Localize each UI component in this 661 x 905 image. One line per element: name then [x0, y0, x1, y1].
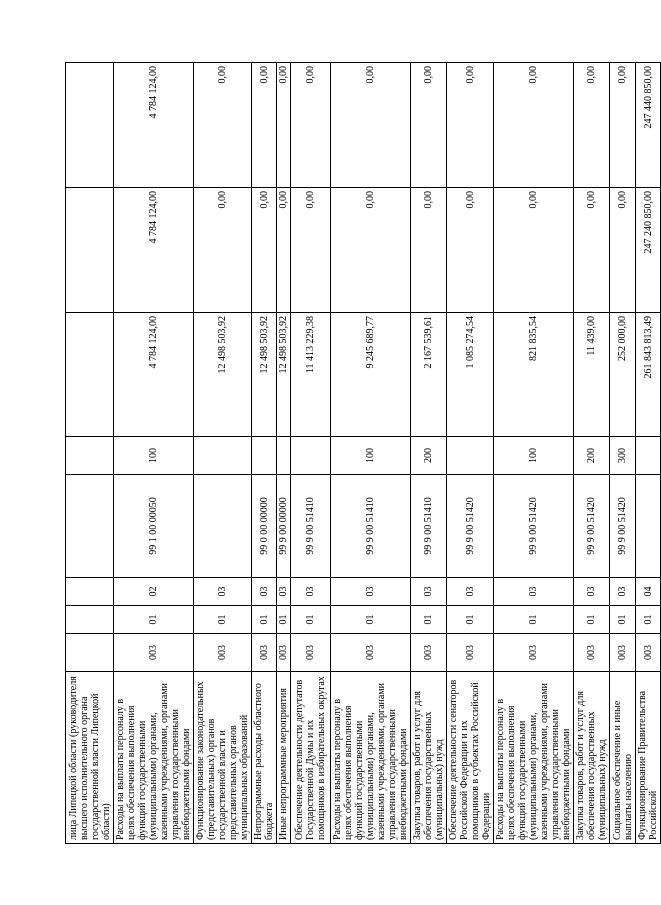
cell-type — [66, 437, 114, 475]
cell-code: 003 — [277, 634, 291, 672]
cell-name: Непрограммные расходы областного бюджета — [252, 672, 277, 844]
cell-target: 99 9 00 51410 — [411, 475, 447, 578]
table-row — [331, 63, 411, 844]
cell-target: 99 0 00 00000 — [252, 475, 277, 578]
cell-subsection: 03 — [291, 578, 331, 606]
cell-subsection: 03 — [331, 578, 411, 606]
cell-code: 003 — [636, 634, 661, 672]
cell-sum1: 821 835,54 — [494, 313, 574, 437]
cell-section: 01 — [447, 606, 494, 634]
cell-subsection: 03 — [494, 578, 574, 606]
cell-type: 200 — [574, 437, 610, 475]
cell-sum1: 12 498 503,92 — [277, 313, 291, 437]
table-row — [252, 63, 277, 844]
cell-subsection: 03 — [194, 578, 252, 606]
cell-target: 99 1 00 00050 — [114, 475, 194, 578]
budget-table — [65, 62, 661, 844]
table-row — [447, 63, 494, 844]
cell-type: 100 — [331, 437, 411, 475]
cell-sum2: 0,00 — [574, 188, 610, 313]
cell-code: 003 — [331, 634, 411, 672]
cell-name: Обеспечение деятельности сенаторов Российской Федерации и их помощников в субъектах Российской Федерации — [447, 672, 494, 844]
cell-sum3: 4 784 124,00 — [114, 63, 194, 188]
table-row — [291, 63, 331, 844]
cell-type — [277, 437, 291, 475]
cell-section: 01 — [411, 606, 447, 634]
cell-type: 300 — [610, 437, 636, 475]
cell-sum3: 0,00 — [574, 63, 610, 188]
cell-type: 100 — [494, 437, 574, 475]
cell-sum2: 0,00 — [411, 188, 447, 313]
cell-type — [194, 437, 252, 475]
cell-type — [291, 437, 331, 475]
cell-sum1: 12 498 503,92 — [252, 313, 277, 437]
cell-name: Расходы на выплаты персоналу в целях обеспечения выполнения функций государственными (муниципальными) органами, казенными учреждениями, органами управления государственными внебюджетными фондами — [331, 672, 411, 844]
cell-code: 003 — [114, 634, 194, 672]
cell-sum2: 0,00 — [194, 188, 252, 313]
cell-section: 01 — [574, 606, 610, 634]
cell-code: 003 — [252, 634, 277, 672]
cell-code: 003 — [411, 634, 447, 672]
cell-section — [66, 606, 114, 634]
cell-sum2: 0,00 — [252, 188, 277, 313]
cell-sum1: 4 784 124,00 — [114, 313, 194, 437]
cell-sum1: 11 413 229,38 — [291, 313, 331, 437]
cell-name: лица Липецкой области (руководителя высшего исполнительного органа государственной власти Липецкой области) — [66, 672, 114, 844]
cell-section: 01 — [252, 606, 277, 634]
cell-sum3: 0,00 — [252, 63, 277, 188]
cell-target — [636, 475, 661, 578]
table-row — [494, 63, 574, 844]
cell-sum3: 0,00 — [277, 63, 291, 188]
cell-sum1: 2 167 539,61 — [411, 313, 447, 437]
cell-target: 99 9 00 51420 — [494, 475, 574, 578]
cell-sum2: 0,00 — [610, 188, 636, 313]
cell-subsection: 03 — [411, 578, 447, 606]
cell-sum3: 0,00 — [447, 63, 494, 188]
cell-section: 01 — [494, 606, 574, 634]
cell-subsection: 03 — [252, 578, 277, 606]
table-body — [66, 63, 661, 844]
cell-target: 99 9 00 51420 — [610, 475, 636, 578]
cell-subsection: 03 — [447, 578, 494, 606]
table-row — [66, 63, 114, 844]
cell-sum3: 0,00 — [411, 63, 447, 188]
cell-target: 99 9 00 51420 — [447, 475, 494, 578]
cell-sum3 — [66, 63, 114, 188]
cell-code: 003 — [494, 634, 574, 672]
cell-type — [636, 437, 661, 475]
cell-sum2 — [66, 188, 114, 313]
cell-code — [66, 634, 114, 672]
cell-type — [447, 437, 494, 475]
cell-name: Функционирование законодательных (представительных) органов государственной власти и представительных органов муниципальных образований — [194, 672, 252, 844]
cell-sum2: 0,00 — [291, 188, 331, 313]
cell-name: Расходы на выплаты персоналу в целях обеспечения выполнения функций государственными (муниципальными) органами, казенными учреждениями, органами управления государственными внебюджетными фондами — [494, 672, 574, 844]
cell-subsection: 04 — [636, 578, 661, 606]
cell-sum2: 0,00 — [447, 188, 494, 313]
cell-subsection — [66, 578, 114, 606]
cell-sum2: 0,00 — [331, 188, 411, 313]
cell-sum3: 0,00 — [194, 63, 252, 188]
cell-code: 003 — [447, 634, 494, 672]
cell-sum3: 0,00 — [494, 63, 574, 188]
cell-subsection: 03 — [574, 578, 610, 606]
table-row — [574, 63, 610, 844]
cell-section: 01 — [331, 606, 411, 634]
cell-target: 99 9 00 00000 — [277, 475, 291, 578]
cell-sum3: 0,00 — [610, 63, 636, 188]
cell-sum2: 0,00 — [277, 188, 291, 313]
table-row — [610, 63, 636, 844]
cell-name: Иные непрограммные мероприятия — [277, 672, 291, 844]
cell-target — [194, 475, 252, 578]
cell-sum1: 252 000,00 — [610, 313, 636, 437]
cell-target: 99 9 00 51410 — [331, 475, 411, 578]
cell-name: Закупка товаров, работ и услуг для обеспечения государственных (муниципальных) нужд — [411, 672, 447, 844]
cell-code: 003 — [610, 634, 636, 672]
cell-section: 01 — [291, 606, 331, 634]
cell-name: Расходы на выплаты персоналу в целях обеспечения выполнения функций государственными (муниципальными) органами, казенными учреждениями, органами управления государственными внебюджетными фондами — [114, 672, 194, 844]
cell-sum1: 12 498 503,92 — [194, 313, 252, 437]
cell-type: 200 — [411, 437, 447, 475]
cell-target: 99 9 00 51420 — [574, 475, 610, 578]
cell-section: 01 — [610, 606, 636, 634]
cell-sum1: 11 439,00 — [574, 313, 610, 437]
cell-name: Обеспечение деятельности депутатов Государственной Думы и их помощников в избирательных округах — [291, 672, 331, 844]
cell-sum3: 0,00 — [291, 63, 331, 188]
cell-section: 01 — [194, 606, 252, 634]
table-row — [114, 63, 194, 844]
cell-sum3: 0,00 — [331, 63, 411, 188]
cell-code: 003 — [194, 634, 252, 672]
table-row — [636, 63, 661, 844]
cell-section: 01 — [114, 606, 194, 634]
cell-sum1 — [66, 313, 114, 437]
table-row — [277, 63, 291, 844]
table-row — [411, 63, 447, 844]
cell-section: 01 — [636, 606, 661, 634]
cell-code: 003 — [574, 634, 610, 672]
cell-sum1: 1 085 274,54 — [447, 313, 494, 437]
cell-name: Социальное обеспечение и иные выплаты населению — [610, 672, 636, 844]
cell-type: 100 — [114, 437, 194, 475]
cell-target — [66, 475, 114, 578]
cell-section: 01 — [277, 606, 291, 634]
cell-subsection: 03 — [277, 578, 291, 606]
cell-type — [252, 437, 277, 475]
cell-sum2: 247 240 850,00 — [636, 188, 661, 313]
cell-name: Закупка товаров, работ и услуг для обеспечения государственных (муниципальных) нужд — [574, 672, 610, 844]
cell-sum1: 261 843 813,49 — [636, 313, 661, 437]
cell-subsection: 02 — [114, 578, 194, 606]
cell-name: Функционирование Правительства Российской — [636, 672, 661, 844]
cell-sum2: 4 784 124,00 — [114, 188, 194, 313]
table-row — [194, 63, 252, 844]
cell-subsection: 03 — [610, 578, 636, 606]
cell-sum2: 0,00 — [494, 188, 574, 313]
cell-sum1: 9 245 689,77 — [331, 313, 411, 437]
cell-target: 99 9 00 51410 — [291, 475, 331, 578]
cell-sum3: 247 440 850,00 — [636, 63, 661, 188]
cell-code: 003 — [291, 634, 331, 672]
